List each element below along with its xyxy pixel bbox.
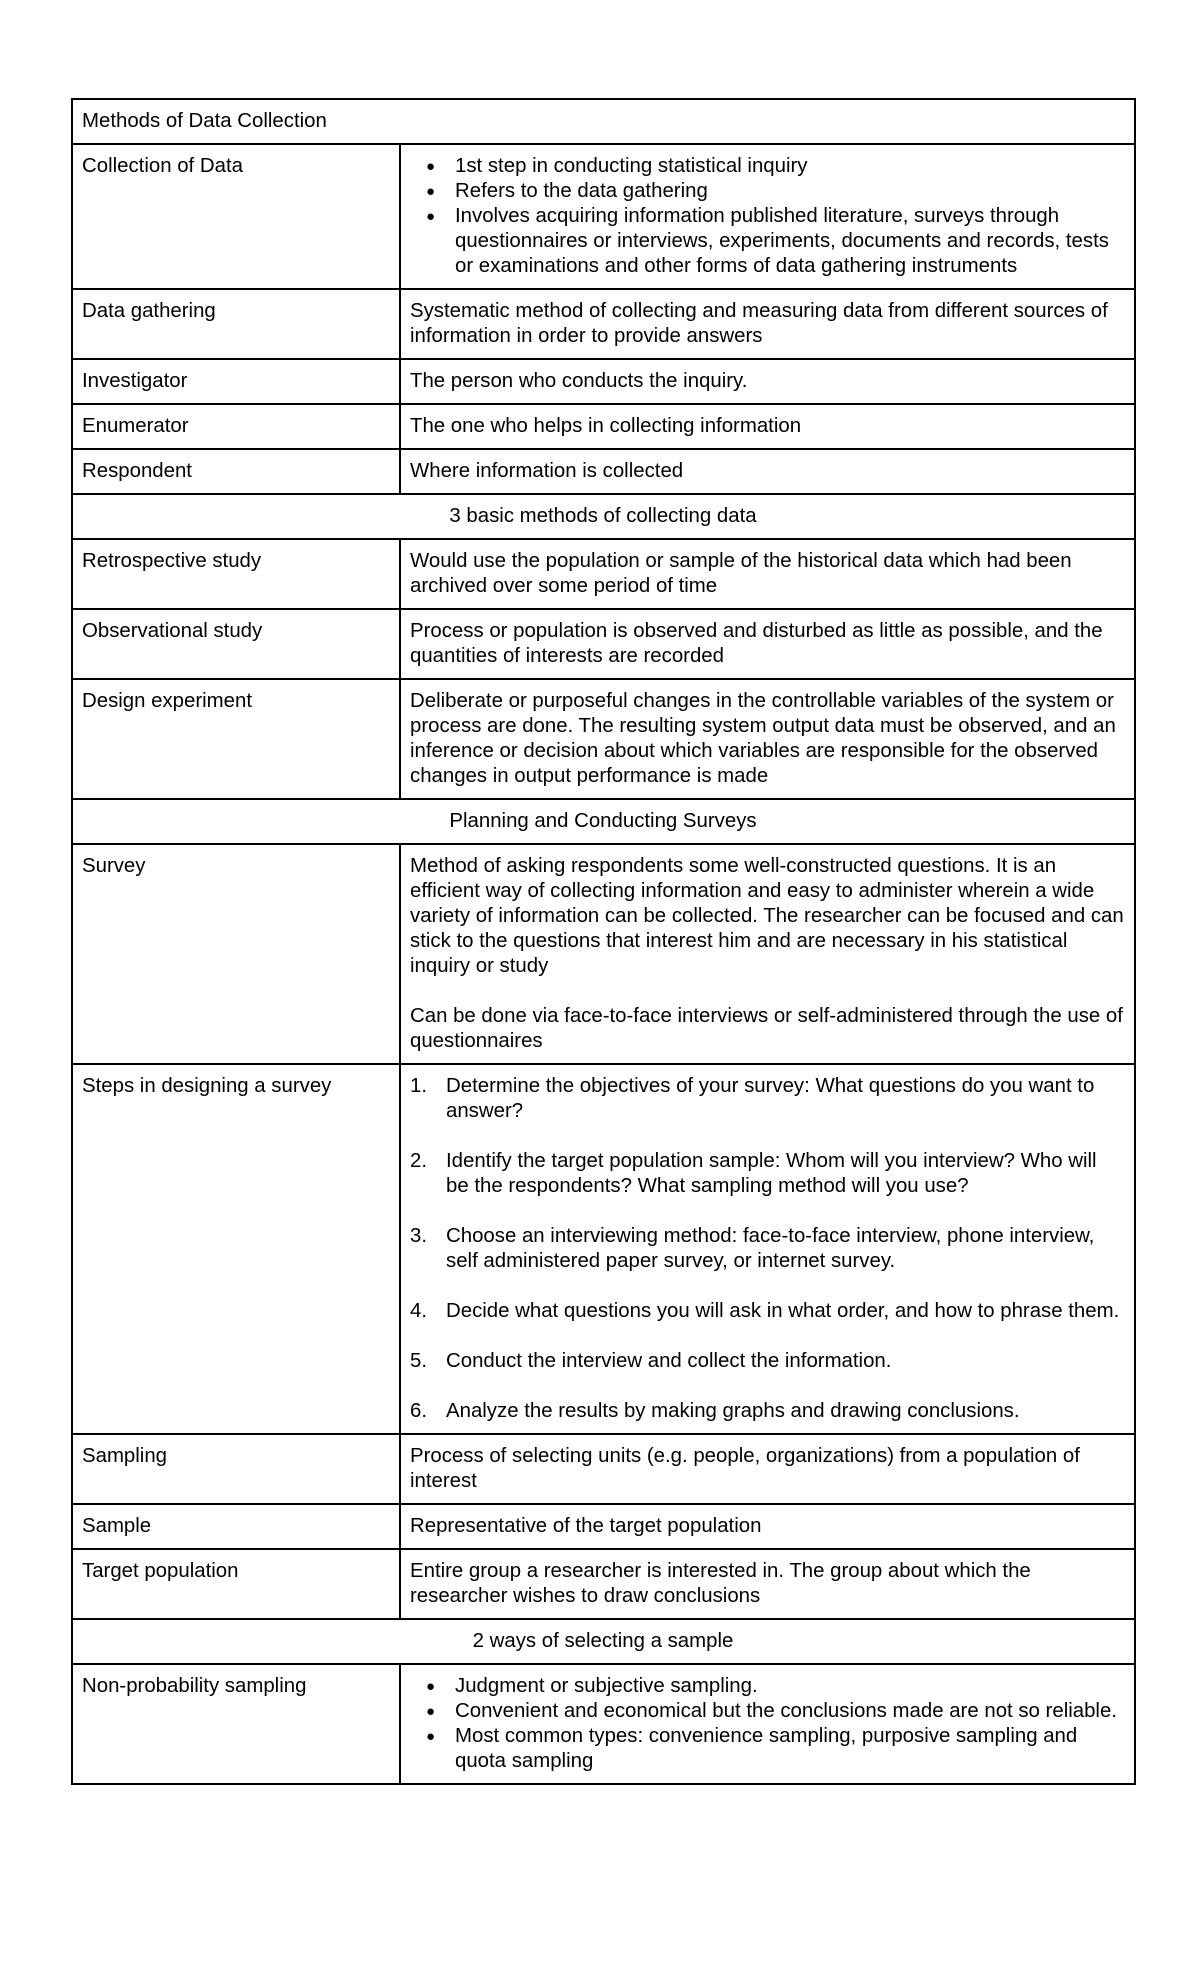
term-cell: Survey xyxy=(72,844,400,1064)
table-title: Methods of Data Collection xyxy=(72,99,1135,144)
list-item: ● Judgment or subjective sampling. xyxy=(410,1674,1124,1699)
list-number: 1. xyxy=(410,1075,428,1097)
table-row xyxy=(72,449,1135,494)
paragraph: Can be done via face-to-face interviews or self-administered through the use of questionnaires xyxy=(410,1005,1123,1052)
list-item xyxy=(410,1349,1124,1374)
list-item xyxy=(410,1224,1124,1274)
definition-cell xyxy=(400,1064,1135,1434)
definition-cell: Process of selecting units (e.g. people, organizations) from a population of interest xyxy=(400,1434,1135,1504)
definition-cell xyxy=(400,844,1135,1064)
term-cell: Sampling xyxy=(72,1434,400,1504)
section-heading: Planning and Conducting Surveys xyxy=(72,799,1135,844)
section-header-row xyxy=(72,1619,1135,1664)
table-row xyxy=(72,1549,1135,1619)
list-item xyxy=(410,1399,1124,1424)
definition-cell: Would use the population or sample of the historical data which had been archived over some period of time xyxy=(400,539,1135,609)
list-text: Determine the objectives of your survey: What questions do you want to answer? xyxy=(446,1075,1095,1122)
list-item xyxy=(410,1074,1124,1124)
definition-cell: The one who helps in collecting information xyxy=(400,404,1135,449)
list-number: 4. xyxy=(410,1300,428,1322)
list-item: ● Involves acquiring information published literature, surveys through questionnaires or interviews, experiments, documents and records, tests or examinations and other forms of data gathering instruments xyxy=(410,204,1124,279)
term-cell: Enumerator xyxy=(72,404,400,449)
definition-cell: Process or population is observed and disturbed as little as possible, and the quantities of interests are recorded xyxy=(400,609,1135,679)
list-number: 6. xyxy=(410,1400,428,1422)
table-row xyxy=(72,289,1135,359)
definition-cell xyxy=(400,1664,1135,1784)
list-text: Conduct the interview and collect the information. xyxy=(446,1350,892,1372)
table-row xyxy=(72,1664,1135,1784)
list-item xyxy=(410,1299,1124,1324)
list-item: ● Refers to the data gathering xyxy=(410,179,1124,204)
section-heading: 3 basic methods of collecting data xyxy=(72,494,1135,539)
section-header-row xyxy=(72,799,1135,844)
table-row xyxy=(72,144,1135,289)
list-number: 2. xyxy=(410,1150,428,1172)
term-cell: Target population xyxy=(72,1549,400,1619)
term-cell: Collection of Data xyxy=(72,144,400,289)
term-cell: Observational study xyxy=(72,609,400,679)
numbered-list xyxy=(410,1074,1124,1424)
table-title-row xyxy=(72,99,1135,144)
term-cell: Non-probability sampling xyxy=(72,1664,400,1784)
term-cell: Respondent xyxy=(72,449,400,494)
term-cell: Design experiment xyxy=(72,679,400,799)
table-row xyxy=(72,539,1135,609)
bullet-list xyxy=(410,154,1124,279)
definition-cell xyxy=(400,144,1135,289)
definition-cell: Systematic method of collecting and measuring data from different sources of information in order to provide answers xyxy=(400,289,1135,359)
definition-cell: Deliberate or purposeful changes in the controllable variables of the system or process are done. The resulting system output data must be observed, and an inference or decision about which variables are responsible for the observed changes in output performance is made xyxy=(400,679,1135,799)
definition-cell: Where information is collected xyxy=(400,449,1135,494)
table-row xyxy=(72,844,1135,1064)
definition-cell: Representative of the target population xyxy=(400,1504,1135,1549)
table-row xyxy=(72,359,1135,404)
term-cell: Data gathering xyxy=(72,289,400,359)
definition-cell: Entire group a researcher is interested in. The group about which the researcher wishes to draw conclusions xyxy=(400,1549,1135,1619)
list-number: 3. xyxy=(410,1225,428,1247)
table-row xyxy=(72,679,1135,799)
paragraph: Method of asking respondents some well-constructed questions. It is an efficient way of collecting information and easy to administer wherein a wide variety of information can be collected. The researcher can be focused and can stick to the questions that interest him and are necessary in his statistical inquiry or study xyxy=(410,855,1124,977)
list-text: Identify the target population sample: Whom will you interview? Who will be the respondents? What sampling method will you use? xyxy=(446,1150,1097,1197)
bullet-list xyxy=(410,1674,1124,1774)
data-collection-table xyxy=(71,98,1136,1785)
table-row xyxy=(72,1504,1135,1549)
definition-cell: The person who conducts the inquiry. xyxy=(400,359,1135,404)
list-item xyxy=(410,1149,1124,1199)
list-item: ● Convenient and economical but the conclusions made are not so reliable. xyxy=(410,1699,1124,1724)
list-number: 5. xyxy=(410,1350,428,1372)
list-text: Analyze the results by making graphs and drawing conclusions. xyxy=(446,1400,1020,1422)
list-text: Decide what questions you will ask in what order, and how to phrase them. xyxy=(446,1300,1120,1322)
term-cell: Retrospective study xyxy=(72,539,400,609)
list-text: Choose an interviewing method: face-to-face interview, phone interview, self administered paper survey, or internet survey. xyxy=(446,1225,1095,1272)
table-row xyxy=(72,1064,1135,1434)
table-row xyxy=(72,404,1135,449)
section-header-row xyxy=(72,494,1135,539)
term-cell: Sample xyxy=(72,1504,400,1549)
table-row xyxy=(72,609,1135,679)
table-row xyxy=(72,1434,1135,1504)
list-item: ● 1st step in conducting statistical inquiry xyxy=(410,154,1124,179)
section-heading: 2 ways of selecting a sample xyxy=(72,1619,1135,1664)
term-cell: Steps in designing a survey xyxy=(72,1064,400,1434)
term-cell: Investigator xyxy=(72,359,400,404)
list-item: ● Most common types: convenience sampling, purposive sampling and quota sampling xyxy=(410,1724,1124,1774)
